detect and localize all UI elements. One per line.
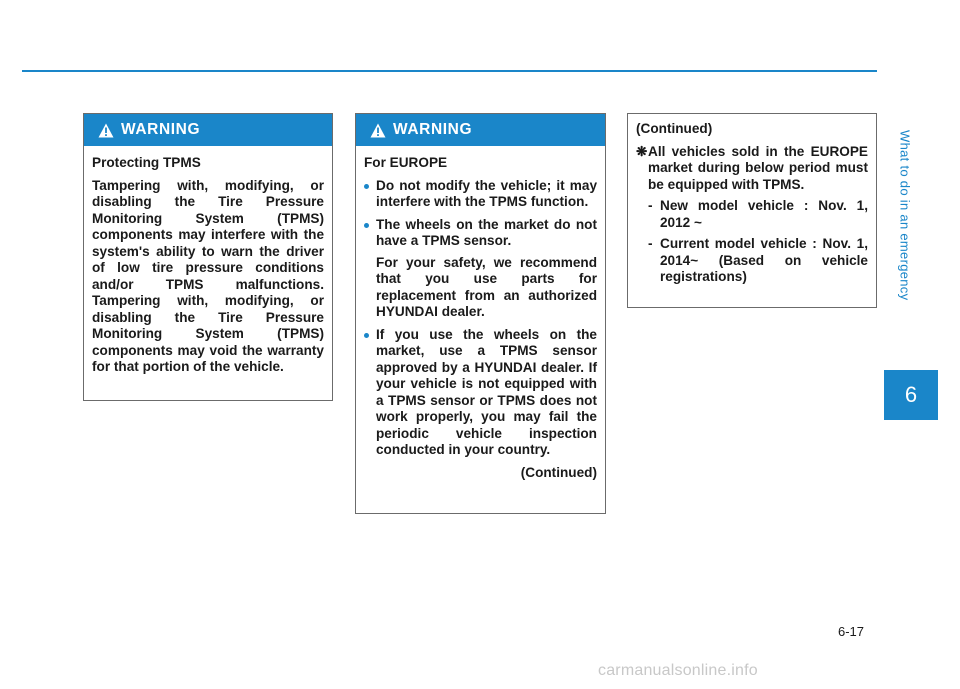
- warning-header: [84, 114, 332, 146]
- bullet-dot-icon: [364, 223, 369, 228]
- chapter-number: 6: [904, 382, 918, 407]
- watermark: carmanualsonline.info: [598, 662, 758, 679]
- warning-box-protecting-tpms: [83, 113, 333, 401]
- continued-label: (Continued): [636, 121, 713, 136]
- section-title: What to do in an emergency: [897, 129, 913, 301]
- box-paragraph: Tampering with, modifying, or disabling the Tire Pressure Monitoring System (TPMS) components may interfere with the system's ability to warn the driver of low tire pressure conditions and/or TPMS malfunctions. Tampering with, modifying, or disabling the Tire Pressure Monitoring System (TPMS) components may void the warranty for that portion of the vehicle.: [92, 177, 324, 374]
- page-number: 6-17: [838, 624, 865, 639]
- box-title: For EUROPE: [364, 155, 448, 170]
- warning-box-for-europe: [355, 113, 606, 514]
- warning-triangle-icon: [370, 123, 386, 138]
- asterisk-mark-icon: ❋: [636, 143, 648, 159]
- bullet-dot-icon: [364, 184, 369, 189]
- list-item: Do not modify the vehicle; it may interfere with the TPMS function.: [364, 178, 597, 211]
- star-note: ❋ All vehicles sold in the EUROPE market during below period must be equipped with TPMS.: [636, 143, 868, 192]
- continued-box: [627, 113, 877, 308]
- continued-label: (Continued): [520, 464, 597, 480]
- bullet-dot-icon: [364, 333, 369, 338]
- warning-triangle-icon: [98, 123, 114, 138]
- list-item: - New model vehicle : Nov. 1, 2012 ~: [648, 198, 868, 230]
- list-item: - Current model vehicle : Nov. 1, 2014~ (Based on vehicle registrations): [648, 236, 868, 284]
- box-title: Protecting TPMS: [92, 155, 201, 170]
- chapter-tab: [884, 370, 938, 420]
- section-side-label: [893, 60, 917, 370]
- list-item: The wheels on the market do not have a TPMS sensor. For your safety, we recommend that you use parts for replacement from an authorized HYUNDAI dealer.: [364, 217, 597, 321]
- warning-label: WARNING: [121, 121, 201, 138]
- warning-label: WARNING: [393, 121, 473, 138]
- list-item: If you use the wheels on the market, use a TPMS sensor approved by a HYUNDAI dealer. If your vehicle is not equipped with a TPMS sensor or TPMS does not work properly, you may fail the periodic vehicle inspection conducted in your country.: [364, 327, 597, 459]
- warning-header: [356, 114, 605, 146]
- bullet-sub-paragraph: For your safety, we recommend that you use parts for replacement from an authorized HYUNDAI dealer.: [376, 254, 597, 319]
- top-rule: [22, 70, 877, 72]
